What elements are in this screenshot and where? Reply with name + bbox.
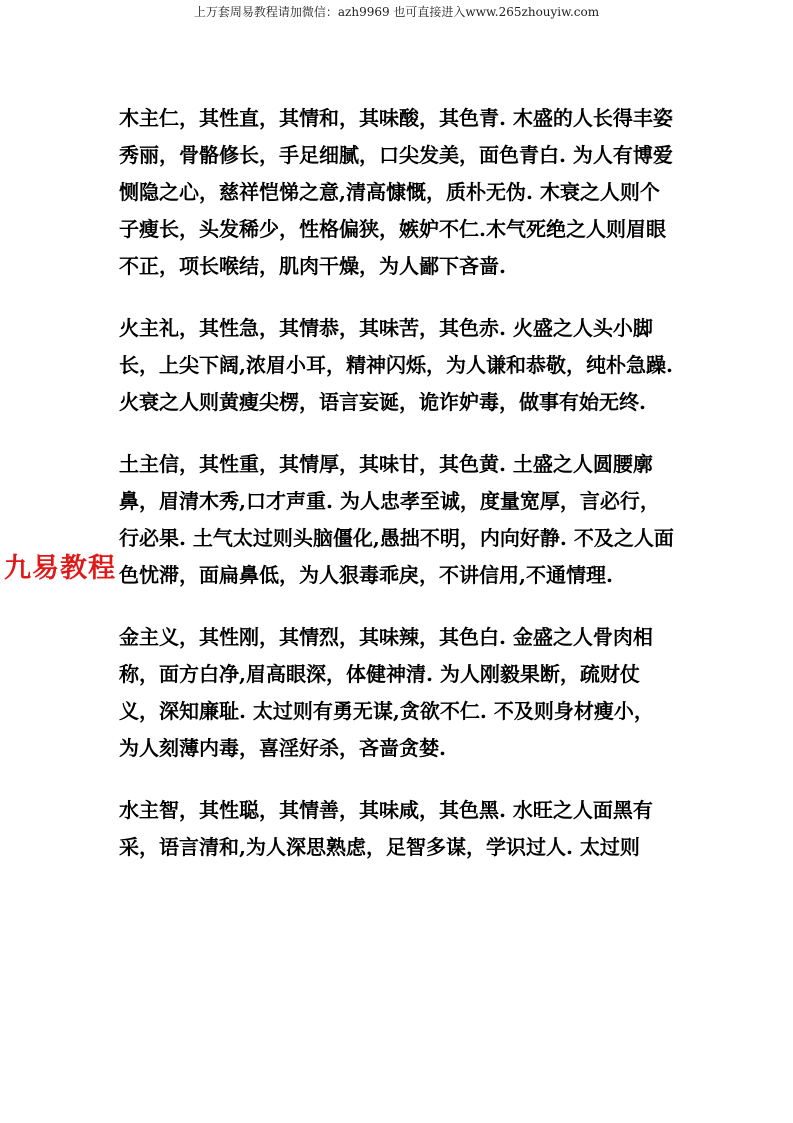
- page-header-note: 上万套周易教程请加微信：azh9969 也可直接进入www.265zhouyiw.com: [193, 5, 600, 19]
- paragraph-water: 水主智，其性聪，其情善，其味咸，其色黑. 水旺之人面黑有采，语言清和,为人深思熟虑，足智多谋，学识过人. 太过则: [119, 798, 653, 859]
- watermark-logo: 九易教程: [4, 553, 116, 584]
- document-body: [119, 100, 679, 891]
- paragraph-metal: 金主义，其性刚，其情烈，其味辣，其色白. 金盛之人骨肉相称，面方白净,眉高眼深，体健神清. 为人刚毅果断，疏财仗义，深知廉耻. 太过则有勇无谋,贪欲不仁. 不及则身材瘦小， 为人刻薄内毒，喜淫好杀，吝啬贪婪.: [119, 625, 668, 760]
- paragraph-wood: 木主仁，其性直，其情和，其味酸，其色青. 木盛的人长得丰姿秀丽，骨骼修长，手足细腻，口尖发美，面色青白. 为人有博爱恻隐之心，慈祥恺悌之意,清高慷慨，质朴无伪. 木衰之人则个子瘦长，头发稀少，性格偏狭，嫉妒不仁.木气死绝之人则眉眼不正，项长喉结，肌肉干燥，为人鄙下吝啬.: [119, 106, 673, 278]
- paragraph-fire: 火主礼，其性急，其情恭，其味苦，其色赤. 火盛之人头小脚长，上尖下阔,浓眉小耳，精神闪烁，为人谦和恭敬，纯朴急躁. 火衰之人则黄瘦尖楞，语言妄诞，诡诈妒毒，做事有始无终.: [119, 316, 680, 414]
- paragraph-earth: 土主信，其性重，其情厚，其味甘，其色黄. 土盛之人圆腰廓鼻，眉清木秀,口才声重. 为人忠孝至诚，度量宽厚，言必行， 行必果. 土气太过则头脑僵化,愚拙不明，内向好静. 不及之人面色忧滞，面扁鼻低，为人狠毒乖戾，不讲信用,不通情理.: [119, 452, 674, 587]
